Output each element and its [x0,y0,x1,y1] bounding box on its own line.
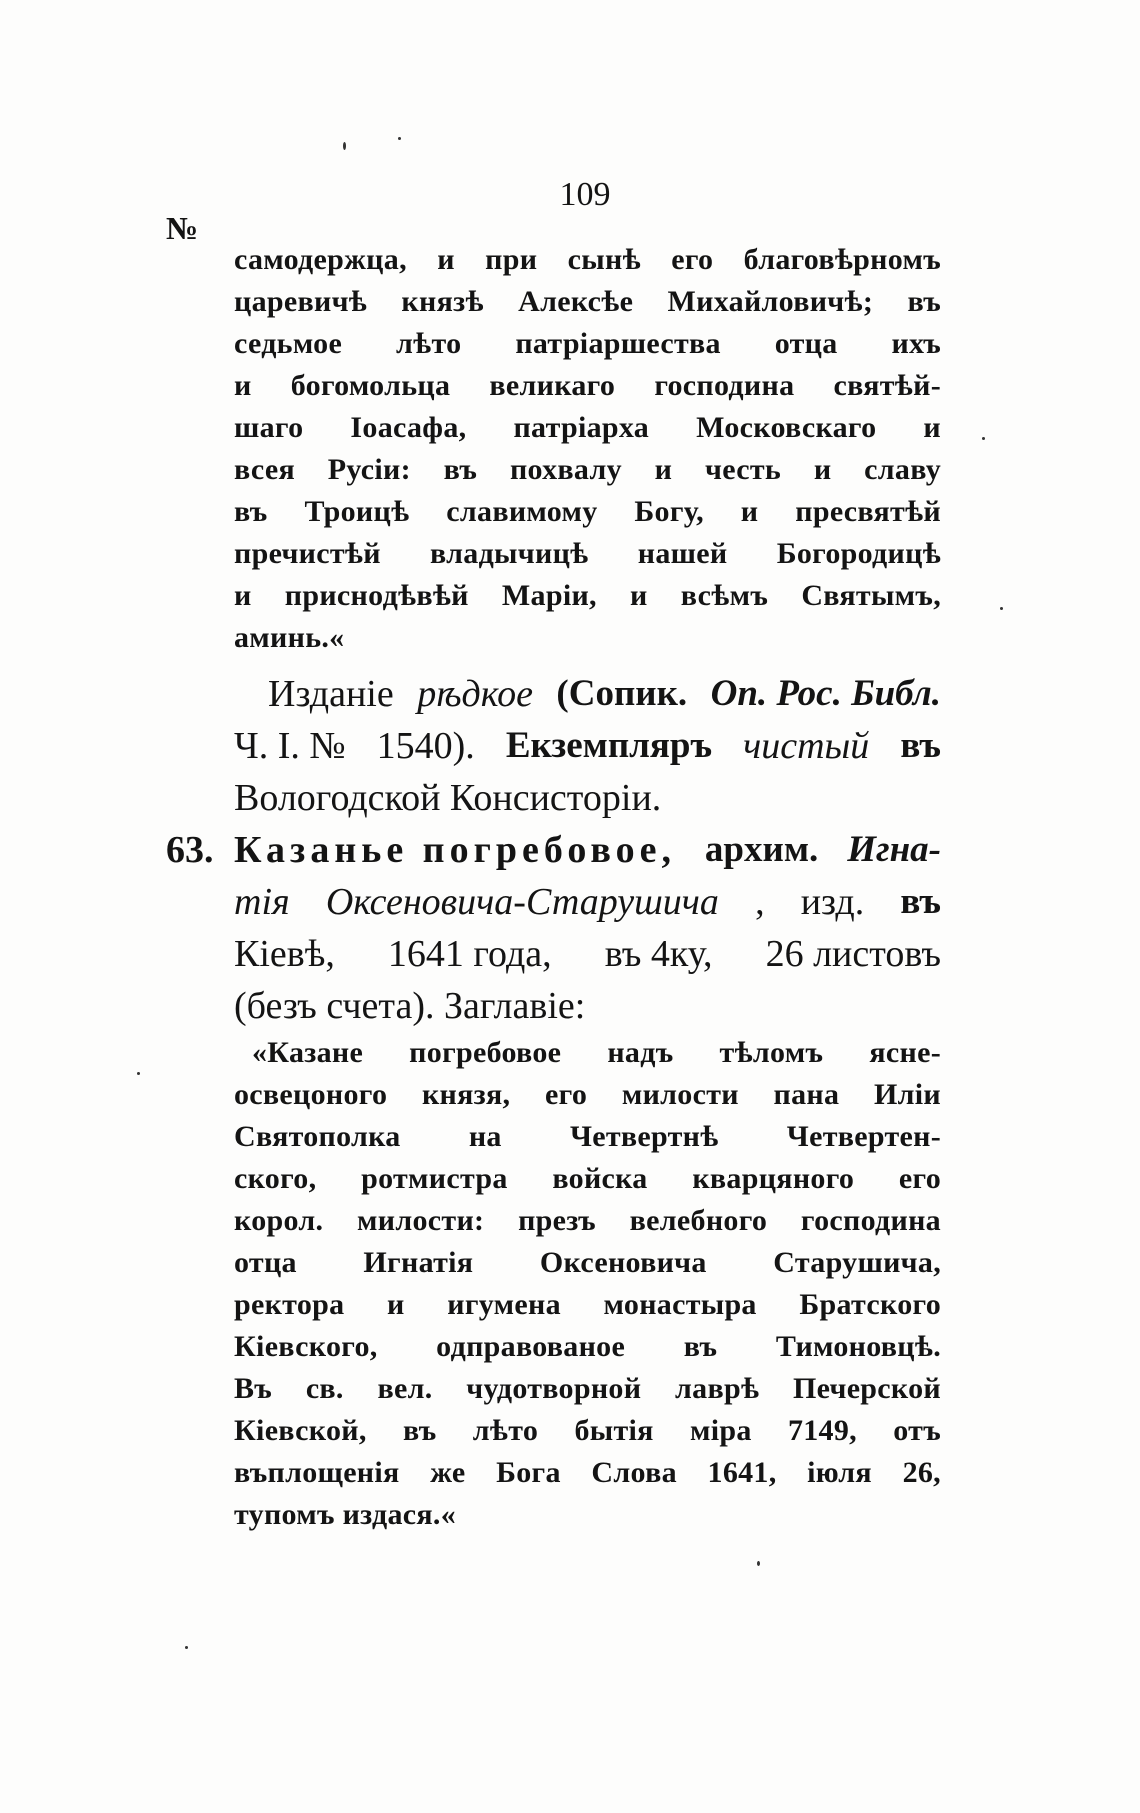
quote-top-line-9 [234,579,941,613]
quote-bottom-line-2 [234,1078,941,1112]
quote-bottom-line-9 [234,1372,941,1406]
ink-speck [137,1072,140,1075]
text-line: въплощенія же Бога Слова 1641, іюля 26, [234,1456,941,1489]
quote-bottom-line-7 [234,1288,941,1322]
entry-title: Казанье погребовое, [234,829,677,871]
note-word-italic: Оп. Рос. Библ. [710,673,941,714]
quote-bottom-line-12 [234,1498,456,1532]
ink-speck [982,437,985,440]
note-line-1 [268,672,941,716]
entry63-line-1 [234,828,941,872]
text-line: всея Русіи: въ похвалу и честь и славу [234,453,941,486]
note-word: (Сопик. [556,673,688,714]
text-line: «Казане погребовое надъ тѣломъ ясне- [252,1036,941,1069]
entry-author-italic: Оксеновича-Старушича [325,881,719,923]
page-number: 109 [559,176,611,213]
quote-top-line-1 [234,243,941,277]
quote-top-line-5 [234,411,941,445]
quote-top-line-3 [234,327,941,361]
entry-word: въ [900,881,941,922]
text-line: Кіевского, одправованое въ Тимоновцѣ. [234,1330,941,1363]
note-word-italic: рѣдкое [417,673,533,715]
text-line: ректора и игумена монастыра Братского [234,1288,941,1321]
note-word: въ [900,725,941,766]
note-word-italic: чистый [743,725,870,767]
entry-word: , [755,881,765,923]
quote-top-line-7 [234,495,941,529]
entry-word: 1641 года, [387,933,552,975]
ink-speck [398,137,401,140]
text-line: корол. милости: презъ велебного господина [234,1204,941,1237]
quote-bottom-line-8 [234,1330,941,1364]
text-line: ского, ротмистра войска кварцяного его [234,1162,941,1195]
quote-bottom-line-5 [234,1204,941,1238]
quote-bottom-line-4 [234,1162,941,1196]
quote-top-line-8 [234,537,941,571]
entry63-line-2 [234,880,941,924]
note-line-2 [234,724,941,768]
note-word: Изданіе [268,673,394,715]
text-line: отца Игнатія Оксеновича Старушича, [234,1246,941,1279]
text-line: въ Троицѣ славимому Богу, и пресвятѣй [234,495,941,528]
entry-word: архим. [704,829,819,870]
entry-word: Кіевѣ, [234,933,335,975]
entry-word: 26 листовъ [765,933,941,975]
quote-bottom-line-10 [234,1414,941,1448]
note-word: Екземпляръ [505,725,713,766]
text-line: самодержца, и при сынѣ его благовѣрномъ [234,243,941,276]
entry-author-italic: Игна- [847,829,941,870]
ink-speck [1000,607,1003,610]
entry-word: въ 4ку, [604,933,713,975]
ink-speck [185,1646,188,1649]
note-line-3 [234,776,661,820]
text-line: Святополка на Четвертнѣ Четвертен- [234,1120,941,1153]
text-line: шаго Іоасафа, патріарха Московскаго и [234,411,941,444]
note-word: Вологодской Консисторіи. [234,777,662,819]
quote-top-line-4 [234,369,941,403]
signature-mark: № [166,210,199,246]
ink-speck [757,1561,760,1566]
quote-bottom-line-11 [234,1456,941,1490]
quote-bottom-line-3 [234,1120,941,1154]
note-word: Ч. I. № [234,725,346,767]
entry63-line-4 [234,984,585,1028]
text-line: пречистѣй владычицѣ нашей Богородицѣ [234,537,941,570]
note-word: 1540). [376,725,475,767]
quote-top-line-10 [234,621,344,655]
entry-word: (безъ счета). Заглавіе: [234,985,586,1027]
text-line: Въ св. вел. чудотворной лаврѣ Печерской [234,1372,941,1405]
text-line: Кіевской, въ лѣто бытія міра 7149, отъ [234,1414,941,1447]
text-line: и приснодѣвѣй Маріи, и всѣмъ Святымъ, [234,579,941,612]
text-line: тупомъ издася.« [234,1498,456,1531]
text-line: освецоного князя, его милости пана Иліи [234,1078,941,1111]
text-line: аминь.« [234,621,345,654]
text-line: и богомольца великаго господина святѣй- [234,369,941,402]
entry-author-italic: тія [234,881,290,923]
ink-speck [343,142,346,150]
quote-bottom-line-1 [252,1036,941,1070]
quote-top-line-6 [234,453,941,487]
quote-bottom-line-6 [234,1246,941,1280]
text-line: царевичѣ князѣ Алексѣе Михайловичѣ; въ [234,285,941,318]
entry63-line-3 [234,932,941,976]
entry-word: изд. [800,881,865,923]
entry-number: 63. [166,829,214,871]
quote-top-line-2 [234,285,941,319]
text-line: седьмое лѣто патріаршества отца ихъ [234,327,941,360]
